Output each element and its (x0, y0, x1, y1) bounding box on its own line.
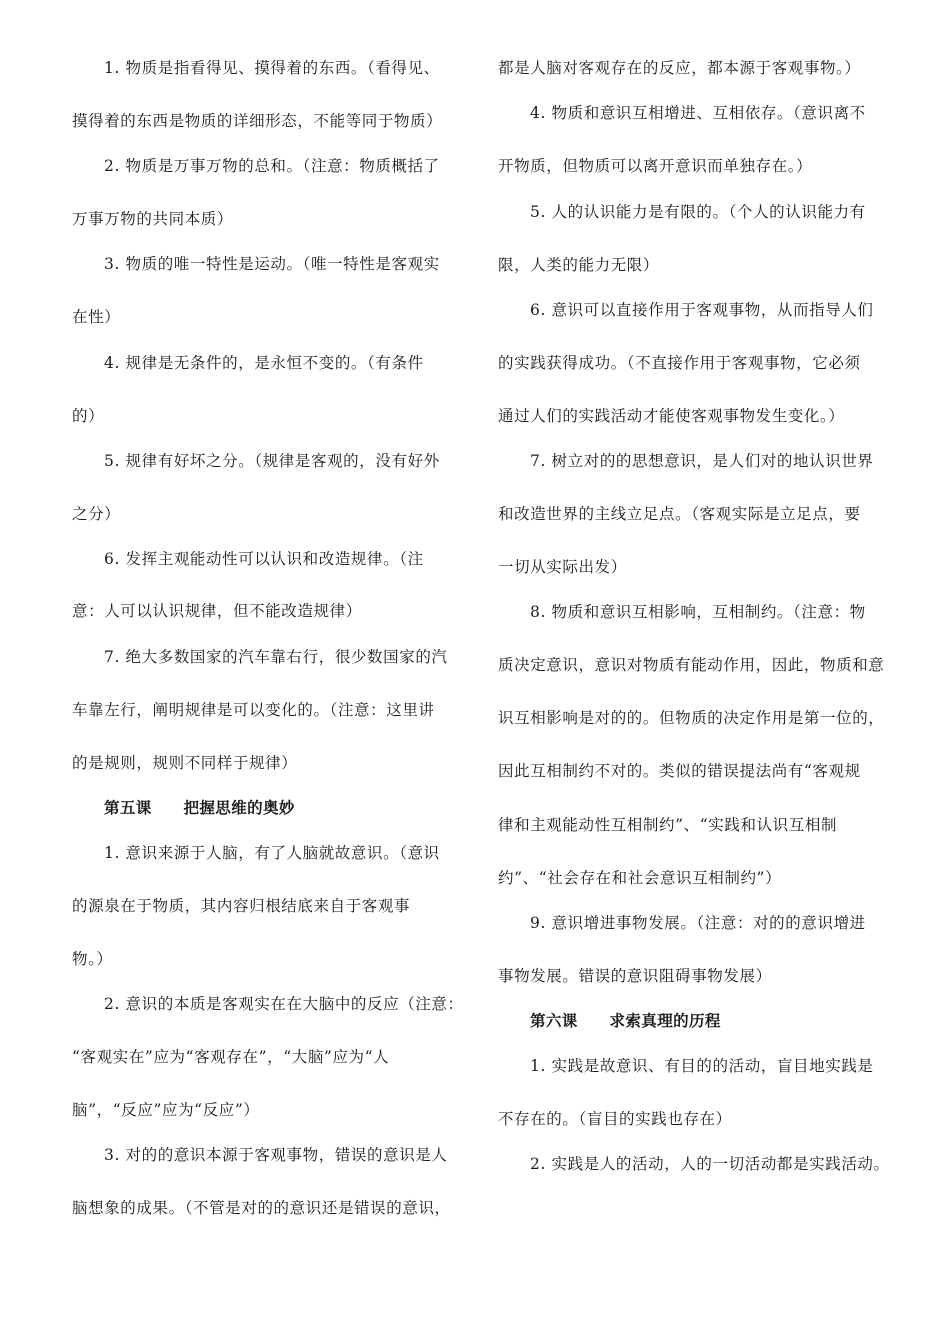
text-line: 万事万物的共同本质） (72, 210, 234, 228)
text-line: 2. 实践是人的活动，人的一切活动都是实践活动。 (530, 1155, 890, 1173)
text-line: 的实践获得成功。（不直接作用于客观事物，它必须 (498, 354, 861, 372)
text-line: 4. 物质和意识互相增进、互相依存。（意识离不 (530, 104, 866, 122)
text-line: 都是人脑对客观存在的反应，都本源于客观事物。） (498, 59, 861, 77)
text-line: 摸得着的东西是物质的详细形态，不能等同于物质） (72, 112, 443, 130)
text-line: 5. 人的认识能力是有限的。（个人的认识能力有 (530, 203, 866, 221)
text-line: 7. 绝大多数国家的汽车靠右行，很少数国家的汽 (104, 648, 448, 666)
text-line: 1. 意识来源于人脑，有了人脑就故意识。（意识 (104, 844, 440, 862)
text-line: 2. 物质是万事万物的总和。（注意：物质概括了 (104, 157, 440, 175)
text-line: 脑想象的成果。（不管是对的的意识还是错误的意识， (72, 1199, 451, 1217)
text-line: 限，人类的能力无限） (498, 256, 660, 274)
text-line: 在性） (72, 308, 121, 326)
section-heading: 第五课 把握思维的奥妙 (104, 798, 295, 817)
text-line: 的） (72, 407, 105, 425)
text-line: 物。） (72, 950, 113, 968)
text-line: 9. 意识增进事物发展。（注意：对的的意识增进 (530, 914, 866, 932)
text-line: 7. 树立对的的思想意识，是人们对的地认识世界 (530, 452, 874, 470)
text-line: 的是规则，规则不同样于规律） (72, 754, 298, 772)
text-line: 6. 发挥主观能动性可以认识和改造规律。（注 (104, 550, 424, 568)
text-line: 8. 物质和意识互相影响，互相制约。（注意：物 (530, 603, 866, 621)
text-line: 识互相影响是对的的。但物质的决定作用是第一位的， (498, 709, 885, 727)
text-line: 2. 意识的本质是客观实在在大脑中的反应（注意： (104, 995, 464, 1013)
text-line: 5. 规律有好坏之分。（规律是客观的，没有好外 (104, 452, 440, 470)
section-heading: 第六课 求索真理的历程 (530, 1011, 721, 1030)
text-line: 6. 意识可以直接作用于客观事物，从而指导人们 (530, 301, 874, 319)
text-line: 通过人们的实践活动才能使客观事物发生变化。） (498, 407, 845, 425)
text-line: 3. 对的的意识本源于客观事物，错误的意识是人 (104, 1146, 448, 1164)
text-line: 一切从实际出发） (498, 558, 627, 576)
text-line: 脑”，“反应”应为“反应”） (72, 1101, 260, 1119)
text-line: 1. 物质是指看得见、摸得着的东西。（看得见、 (104, 59, 440, 77)
text-line: 质决定意识，意识对物质有能动作用，因此，物质和意 (498, 656, 885, 674)
text-line: “客观实在”应为“客观存在”，“大脑”应为“人 (72, 1048, 390, 1066)
text-line: 4. 规律是无条件的，是永恒不变的。（有条件 (104, 354, 424, 372)
text-line: 和改造世界的主线立足点。（客观实际是立足点，要 (498, 505, 861, 523)
text-line: 约”、“社会存在和社会意识互相制约”） (498, 869, 782, 887)
text-line: 意：人可以认识规律，但不能改造规律） (72, 602, 362, 620)
text-line: 1. 实践是故意识、有目的的活动，盲目地实践是 (530, 1057, 874, 1075)
text-line: 车靠左行，阐明规律是可以变化的。（注意：这里讲 (72, 701, 435, 719)
text-line: 3. 物质的唯一特性是运动。（唯一特性是客观实 (104, 255, 440, 273)
text-line: 的源泉在于物质，其内容归根结底来自于客观事 (72, 897, 411, 915)
text-line: 不存在的。（盲目的实践也存在） (498, 1110, 732, 1128)
text-line: 之分） (72, 505, 121, 523)
text-line: 律和主观能动性互相制约”、“实践和认识互相制 (498, 816, 838, 834)
text-line: 因此互相制约不对的。类似的错误提法尚有“客观规 (498, 762, 861, 780)
text-line: 事物发展。错误的意识阻碍事物发展） (498, 967, 772, 985)
text-line: 开物质，但物质可以离开意识而单独存在。） (498, 157, 813, 175)
